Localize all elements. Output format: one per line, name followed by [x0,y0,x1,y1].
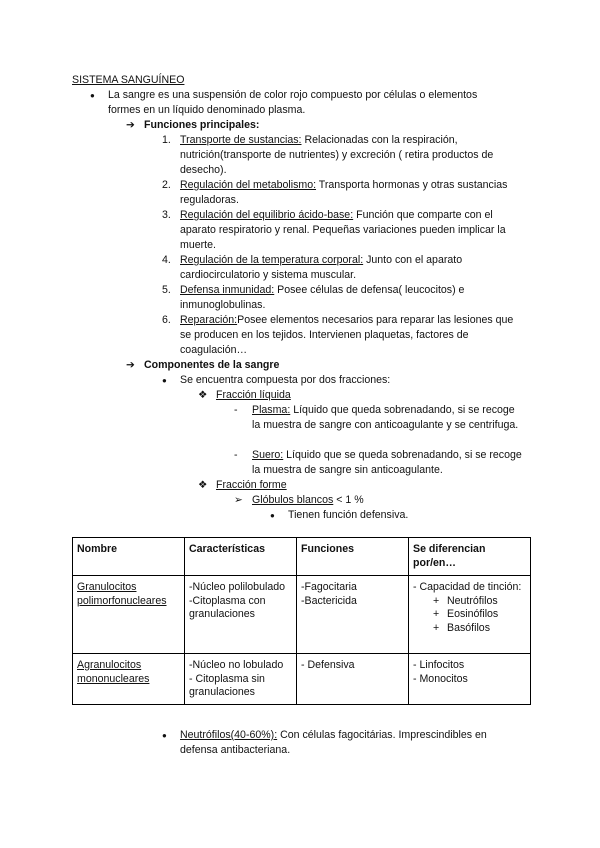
globulos-value: < 1 % [333,494,364,506]
suero-term: Suero: [252,449,284,461]
list-number: 2. [162,179,171,191]
table-row [73,654,531,705]
leucocitos-table [72,537,531,705]
diamond-icon: ❖ [198,479,208,491]
fraccion-forme-label: Fracción forme [216,479,287,491]
table-cell-funciones [297,576,409,654]
dash-icon: - [234,404,238,416]
neutrofilos-text: Con células fagocitárias. Imprescindibles en defensa antibacteriana. [180,729,487,756]
cell-line: - Citoplasma sin granulaciones [189,672,265,698]
table-cell-funciones [297,654,409,705]
bullet-icon: ● [90,91,95,100]
arrowhead-icon: ➢ [234,494,243,506]
list-item-term: Transporte de sustancias: [180,134,302,146]
plasma-text: Líquido que queda sobrenadando, si se recoge la muestra de sangre con anticoagulante y se centrifuga. [252,404,519,431]
list-item [180,133,525,178]
list-item-term: Defensa inmunidad: [180,284,275,296]
cell-line: - Capacidad de tinción: [413,581,522,593]
plus-icon: + [433,608,440,620]
neutrofilos-item [180,728,520,758]
fracciones-text: Se encuentra compuesta por dos fracciones: [180,374,391,386]
bullet-icon: ● [162,376,167,385]
table-header-row [73,538,531,576]
arrow-icon: ➔ [126,359,135,371]
cell-line: - Linfocitos [413,659,465,671]
table-header-cell: Nombre [73,538,185,576]
diamond-icon: ❖ [198,389,208,401]
table-cell-nombre: Agranulocitos mononucleares [73,654,185,705]
list-number: 4. [162,254,171,266]
neutrofilos-term: Neutrófilos(40-60%): [180,729,278,741]
list-item-text: Posee células de defensa( leucocitos) e inmunoglobulinas. [180,284,465,311]
list-number: 5. [162,284,171,296]
table-row [73,576,531,654]
list-item-text: Función que comparte con el aparato respiratorio y renal. Pequeñas variaciones pueden implicar la muerte. [180,209,506,251]
sub-item: + Eosinófilos [433,608,499,620]
list-item [180,313,525,358]
list-item-term: Regulación de la temperatura corporal: [180,254,364,266]
cell-line: - Monocitos [413,672,468,685]
suero-text: Líquido que se queda sobrenadando, si se recoge la muestra de sangre sin anticoagulante. [252,449,522,476]
intro-text: La sangre es una suspensión de color rojo compuesto por células o elementos formes en un líquido denominado plasma. [108,89,478,116]
table-cell-caracteristicas [185,654,297,705]
bullet-icon: ● [270,511,275,520]
componentes-heading: Componentes de la sangre [144,359,280,371]
list-item-term: Regulación del equilibrio ácido-base: [180,209,354,221]
list-item-text: Relacionadas con la respiración, nutrición(transporte de nutrientes) y excreción ( retira productos de desecho). [180,134,494,176]
globulos-note: Tienen función defensiva. [288,509,409,521]
globulos-blancos [252,493,364,508]
list-item [180,253,525,283]
globulos-term: Glóbulos blancos [252,494,334,506]
plus-icon: + [433,594,440,607]
list-number: 1. [162,134,171,146]
plasma-item [252,403,524,433]
list-item-term: Reparación: [180,314,238,326]
table-cell-diferencian [409,654,531,705]
suero-item [252,448,524,478]
list-item-text: Junto con el aparato cardiocirculatorio y sistema muscular. [180,254,463,281]
sub-item: + Basófilos [433,621,490,634]
cell-line: -Citoplasma con granulaciones [189,594,266,620]
table-header-cell: Se diferencian por/en… [409,538,531,576]
list-number: 6. [162,314,171,326]
sub-item: + Neutrófilos [433,594,498,607]
list-item-text: Posee elementos necesarios para reparar las lesiones que se producen en los tejidos. Intervienen plaquetas, factores de coagulación… [180,314,514,356]
cell-line: -Bactericida [301,594,357,607]
cell-line: - Defensiva [301,659,355,671]
cell-line: -Núcleo no lobulado [189,659,284,671]
funciones-heading: Funciones principales: [144,119,260,131]
table-cell-diferencian [409,576,531,654]
plasma-term: Plasma: [252,404,291,416]
table-header-cell: Funciones [297,538,409,576]
table-header-cell: Características [185,538,297,576]
list-number: 3. [162,209,171,221]
page-title: SISTEMA SANGUÍNEO [72,74,185,86]
list-item [180,208,525,253]
list-item-term: Regulación del metabolismo: [180,179,317,191]
dash-icon: - [234,449,238,461]
arrow-icon: ➔ [126,119,135,131]
fraccion-liquida-label: Fracción líquida [216,389,291,401]
list-item-text: Transporta hormonas y otras sustancias reguladoras. [180,179,508,206]
cell-line: -Núcleo polilobulado [189,581,285,593]
plus-icon: + [433,621,440,634]
list-item [180,178,525,208]
list-item [180,283,525,313]
cell-line: -Fagocitaria [301,581,357,593]
table-cell-caracteristicas [185,576,297,654]
table-cell-nombre: Granulocitos polimorfonucleares [73,576,185,654]
bullet-icon: ● [162,731,167,740]
